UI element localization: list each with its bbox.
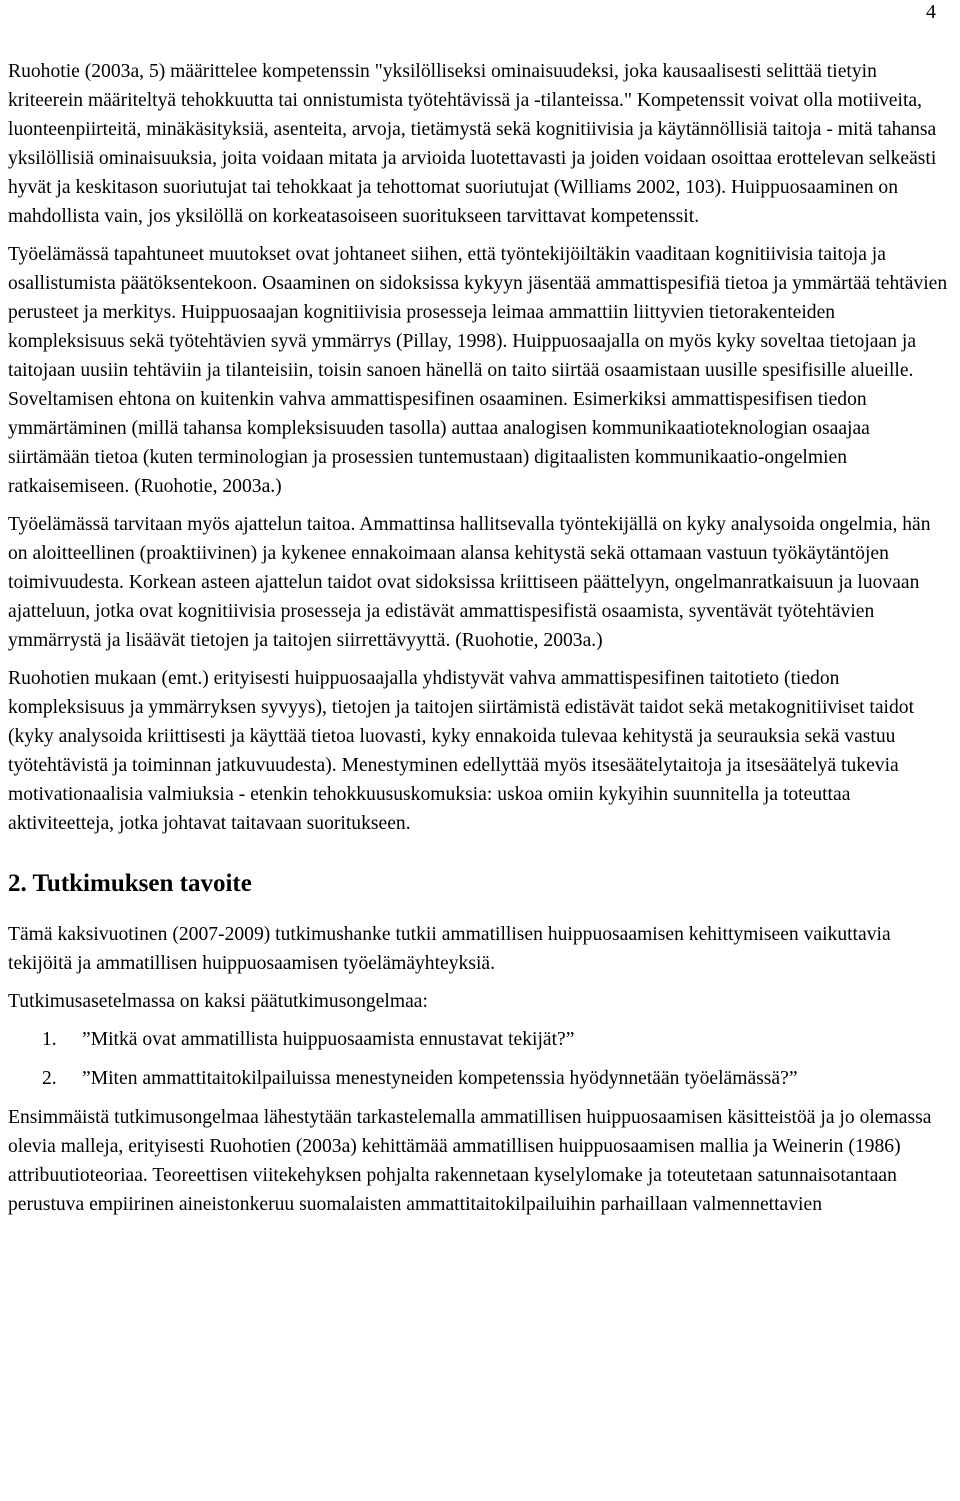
- research-questions-list: [8, 1025, 952, 1093]
- section-heading: 2. Tutkimuksen tavoite: [8, 870, 252, 897]
- question-text: ”Mitkä ovat ammatillista huippuosaamista ennustavat tekijät?”: [82, 1029, 575, 1050]
- paragraph-project-intro: Tämä kaksivuotinen (2007-2009) tutkimushanke tutkii ammatillisen huippuosaamisen kehittymiseen vaikuttavia tekijöitä ja ammatillisen huippuosaamisen työelämäyhteyksiä.: [8, 924, 891, 974]
- question-number: 2.: [42, 1068, 57, 1089]
- question-text: ”Miten ammattitaitokilpailuissa menestyneiden kompetenssia hyödynnetään työelämässä?”: [82, 1068, 798, 1089]
- paragraph-workplace-changes: Työelämässä tapahtuneet muutokset ovat johtaneet siihen, että työntekijöiltäkin vaaditaan kognitiivisia taitoja ja osallistumista päätöksentekoon. Osaaminen on sidoksissa kykyyn jäsentää ammattispesifiä tietoa ja ymmärtää tehtävien perusteet ja merkitys. Huippuosaajan kognitiivisia prosesseja leimaa ammattiin liittyvien tietorakenteiden kompleksisuus sekä työtehtävien syvä ymmärrys (Pillay, 1998). Huippuosaajalla on myös kyky soveltaa tietojaan ja taitojaan uusiin tehtäviin ja tilanteisiin, toisin sanoen hänellä on taito siirtää osaamistaan uusille spesifisille alueille. Soveltamisen ehtona on kuitenkin vahva ammattispesifinen osaaminen. Esimerkiksi ammattispesifisen tiedon ymmärtäminen (millä tahansa kompleksisuuden tasolla) auttaa analogisen kommunikaatioteknologian osaajaa siirtämään tietoa (kuten terminologian ja prosessien tuntemustaan) digitaalisten kommunikaatio-ongelmien ratkaisemiseen. (Ruohotie, 2003a.): [8, 244, 948, 497]
- paragraph-competence-definition: Ruohotie (2003a, 5) määrittelee kompetenssin "yksilölliseksi ominaisuudeksi, joka kausaalisesti selittää tietyin kriteerein määriteltyä tehokkuutta tai onnistumista työtehtävissä ja -tilanteissa." Kompetenssit voivat olla motiiveita, luonteenpiirteitä, minäkäsityksiä, asenteita, arvoja, tietämystä sekä kognitiivisia ja käytännöllisiä taitoja - mitä tahansa yksilöllisiä ominaisuuksia, joita voidaan mitata ja arvioida luotettavasti ja joiden voidaan osoittaa erottelevan selkeästi hyvät ja keskitason suoriutujat tai tehokkaat ja tehottomat suoriutujat (Williams 2002, 103). Huippuosaaminen on mahdollista vain, jos yksilöllä on korkeatasoiseen suoritukseen tarvittavat kompetenssit.: [8, 61, 937, 227]
- question-number: 1.: [42, 1029, 57, 1050]
- paragraph-ruohotie-expertise: Ruohotien mukaan (emt.) erityisesti huippuosaajalla yhdistyvät vahva ammattispesifinen taitotieto (tiedon kompleksisuus ja ymmärryksen syvyys), tietojen ja taitojen siirtämistä edistävät taidot sekä metakognitiiviset taidot (kyky analysoida kriittisesti ja käyttää tietoa luovasti, kyky ennakoida tulevaa kehitystä ja seurauksia sekä vastuu työtehtävistä ja toiminnan jatkuvuudesta). Menestyminen edellyttää myös itsesäätelytaitoja ja itsesäätelyä tukevia motivationaalisia valmiuksia - etenkin tehokkuususkomuksia: uskoa omiin kykyihin suunnitella ja toteuttaa aktiviteetteja, jotka johtavat taitavaan suoritukseen.: [8, 668, 915, 834]
- paragraph-thinking-skills: Työelämässä tarvitaan myös ajattelun taitoa. Ammattinsa hallitsevalla työntekijällä on kyky analysoida ongelmia, hän on aloitteellinen (proaktiivinen) ja kykenee ennakoimaan alansa kehitystä sekä ottamaan vastuun työkäytäntöjen toimivuudesta. Korkean asteen ajattelun taidot ovat sidoksissa kriittiseen päättelyyn, ongelmanratkaisuun ja luovaan ajatteluun, jotka ovat kognitiivisia prosesseja ja edistävät ammattispesifistä osaamista, syventävät työtehtävien ymmärrystä ja lisäävät tietojen ja taitojen siirrettävyyttä. (Ruohotie, 2003a.): [8, 514, 931, 651]
- research-question-item: [8, 1025, 952, 1054]
- paragraph-methodology: Ensimmäistä tutkimusongelmaa lähestytään tarkastelemalla ammatillisen huippuosaamisen käsitteistöä ja jo olemassa olevia malleja, erityisesti Ruohotien (2003a) kehittämää ammatillisen huippuosaamisen mallia ja Weinerin (1986) attribuutioteoriaa. Teoreettisen viitekehyksen pohjalta rakennetaan kyselylomake ja toteutetaan satunnaisotantaan perustuva empiirinen aineistonkeruu suomalaisten ammattitaitokilpailuihin parhaillaan valmennettavien: [8, 1107, 932, 1215]
- page-number: 4: [926, 1, 936, 23]
- document-body: [8, 57, 952, 1228]
- paragraph-questions-intro: Tutkimusasetelmassa on kaksi päätutkimusongelmaa:: [8, 991, 428, 1012]
- research-question-item: [8, 1064, 952, 1093]
